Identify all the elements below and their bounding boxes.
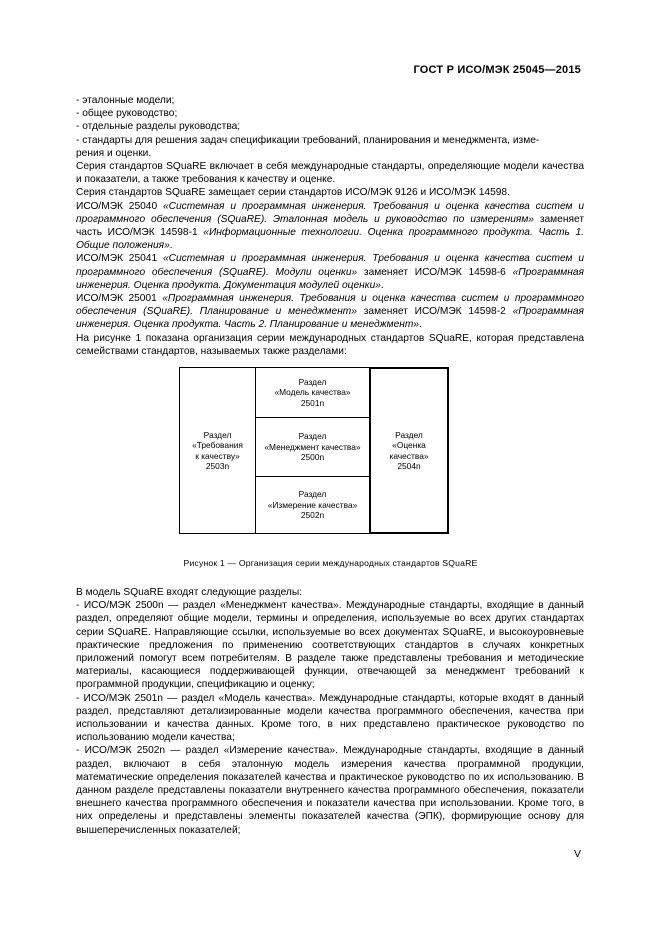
body-text-bottom [76, 586, 584, 837]
body-text-top [76, 94, 584, 358]
document-header: ГОСТ Р ИСО/МЭК 25045—2015 [413, 64, 581, 76]
list-item: - общее руководство; [76, 108, 178, 120]
division-evaluation-box: Раздел «Оценка качества» 2504n [369, 367, 449, 534]
paragraph: На рисунке 1 показана организация серии международных стандартов SQuaRE, которая представлена семействами стандартов, называемых также разделами: [76, 332, 584, 357]
division-requirements-box: Раздел «Требования к качеству» 2503n [179, 367, 256, 534]
paragraph: Серия стандартов SQuaRE замещает серии стандартов ИСО/МЭК 9126 и ИСО/МЭК 14598. [76, 187, 510, 199]
division-management-box: Раздел «Менеджмент качества» 2500n [255, 417, 370, 477]
list-item: - стандарты для решения задач спецификации требований, планирования и менеджмента, изме- [76, 134, 540, 146]
division-measurement-box: Раздел «Измерение качества» 2502n [255, 476, 370, 534]
page-number: V [573, 848, 581, 860]
paragraph: Серия стандартов SQuaRE включает в себя международные стандарты, определяющие модели качества и показатели, а также требования к качеству и оценке. [76, 161, 584, 186]
division-model-box: Раздел «Модель качества» 2501n [255, 367, 370, 418]
list-item: - ИСО/МЭК 2501n — раздел «Модель качества». Международные стандарты, которые входят в данный раздел, представляют детализированные модели качества программного обеспечения, качества при использовании и качества данных. Кроме того, в них представлено практическое руководство по использованию модели качества; [76, 692, 584, 744]
list-item-continuation: рения и оценки. [76, 147, 152, 159]
list-item: - ИСО/МЭК 2500n — раздел «Менеджмент качества». Международные стандарты, входящие в данный раздел, определяют общие модели, термины и определения, используемые во всех других стандартах серии SQuaRE. Направляющие ссылки, используемые во всех документах SQuaRE, и высокоуровневые практические предложения по применению соответствующих стандартов в случаях конкретных приложений помогут всем потребителям. В разделе также представлены требования и методические материалы, касающиеся поддерживающей функции, отвечающей за менеджмент требований к программной продукции, спецификацию и оценку; [76, 600, 584, 691]
paragraph: ИСО/МЭК 25001 «Программная инженерия. Требования и оценка качества систем и программного обеспечения (SQuaRE). Планирование и менеджмент» заменяет ИСО/МЭК 14598-2 «Программная инженерия. Оценка продукта. Часть 2. Планирование и менеджмент». [76, 293, 584, 331]
paragraph: В модель SQuaRE входят следующие разделы: [76, 587, 303, 598]
list-item: - эталонные модели; [76, 95, 175, 106]
list-item: - отдельные разделы руководства; [76, 121, 241, 133]
paragraph: ИСО/МЭК 25041 «Системная и программная инженерия. Требования и оценка качества систем и программного обеспечения (SQuaRE). Модули оценки» заменяет ИСО/МЭК 14598-6 «Программная инженерия. Оценка продукта. Документация модулей оценки». [76, 253, 584, 291]
paragraph: ИСО/МЭК 25040 «Системная и программная инженерия. Требования и оценка качества систем и программного обеспечения (SQuaRE). Эталонная модель и руководство по измерениям» заменяет часть ИСО/МЭК 14598-1 «Информационные технологии. Оценка программного продукта. Часть 1. Общие положения». [76, 200, 584, 252]
list-item: - ИСО/МЭК 2502n — раздел «Измерение качества». Международные стандарты, входящие в данный раздел, включают в себя эталонную модель измерения качества программной продукции, математические определения показателей качества и практическое руководство по их использованию. В данном разделе представлены показатели внутреннего качества программного обеспечения, показатели внешнего качества программного обеспечения и показатели качества при использовании. Кроме того, в них определены и представлены элементы показателей качества (ЭПК), формирующие основу для вышеперечисленных показателей; [76, 745, 584, 836]
figure-squares-divisions [179, 367, 449, 534]
figure-caption: Рисунок 1 — Организация серии международных стандартов SQuaRE [183, 558, 478, 568]
